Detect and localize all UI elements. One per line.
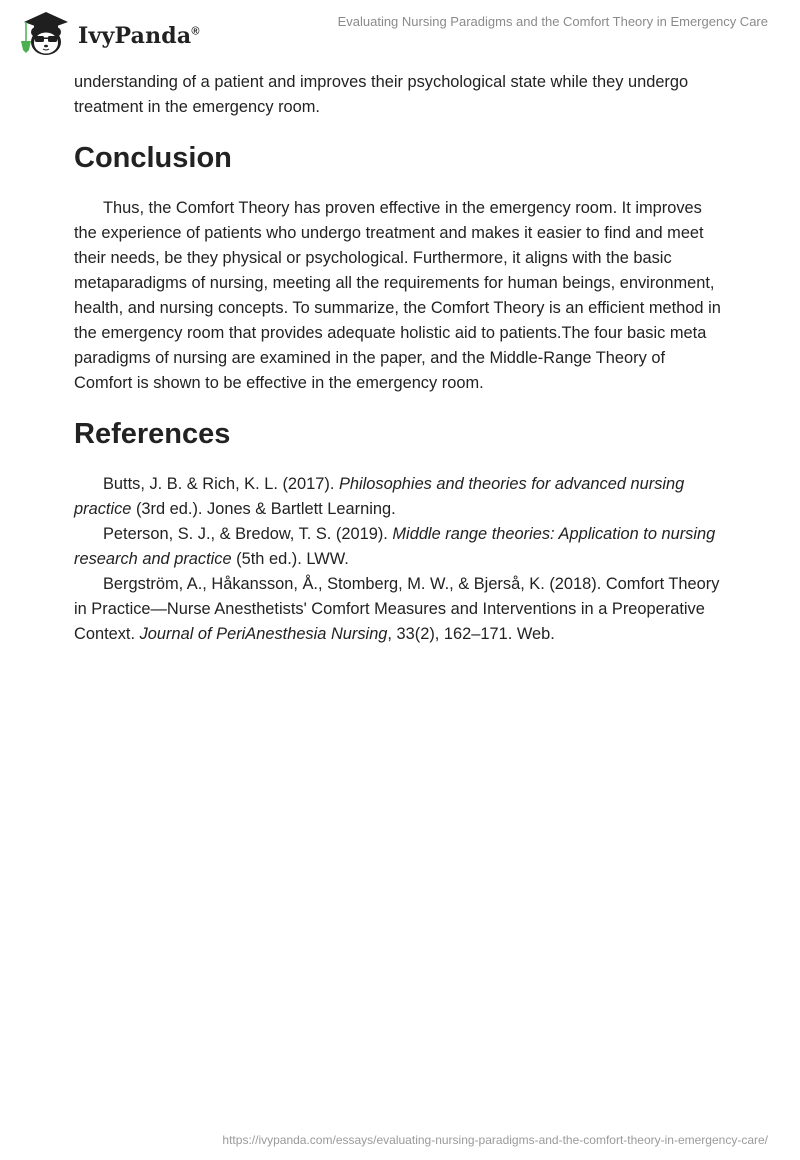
ivypanda-logo[interactable]: [16, 8, 200, 58]
reference-item: Butts, J. B. & Rich, K. L. (2017). Philosophies and theories for advanced nursing practice (3rd ed.). Jones & Bartlett Learning.: [74, 475, 685, 518]
document-title: Evaluating Nursing Paradigms and the Comfort Theory in Emergency Care: [337, 14, 768, 29]
conclusion-paragraph: Thus, the Comfort Theory has proven effective in the emergency room. It improves the experience of patients who undergo treatment and makes it easier to find and meet their needs, be they physical or psychological. Furthermore, it aligns with the basic metaparadigms of nursing, meeting all the requirements for human beings, environment, health, and nursing concepts. To summarize, the Comfort Theory is an efficient method in the emergency room that provides adequate holistic aid to patients.The four basic meta paradigms of nursing are examined in the paper, and the Middle-Range Theory of Comfort is shown to be effective in the emergency room.: [74, 199, 721, 392]
conclusion-heading: Conclusion: [74, 142, 232, 174]
panda-graduate-icon: [16, 8, 74, 58]
page-header: [0, 0, 800, 62]
essay-content: [74, 70, 724, 647]
reference-item: Peterson, S. J., & Bredow, T. S. (2019). Middle range theories: Application to nursing research and practice (5th ed.). LWW.: [74, 525, 716, 568]
references-heading: References: [74, 418, 231, 450]
continuation-paragraph: understanding of a patient and improves their psychological state while they undergo treatment in the emergency room.: [74, 73, 689, 116]
footer-source-url[interactable]: https://ivypanda.com/essays/evaluating-nursing-paradigms-and-the-comfort-theory-in-emergency-care/: [222, 1133, 768, 1147]
logo-wordmark: IvyPanda®: [78, 23, 200, 49]
reference-item: Bergström, A., Håkansson, Å., Stomberg, M. W., & Bjerså, K. (2018). Comfort Theory in Practice—Nurse Anesthetists' Comfort Measures and Interventions in a Preoperative Context. Journal of PeriAnesthesia Nursing, 33(2), 162–171. Web.: [74, 575, 720, 643]
